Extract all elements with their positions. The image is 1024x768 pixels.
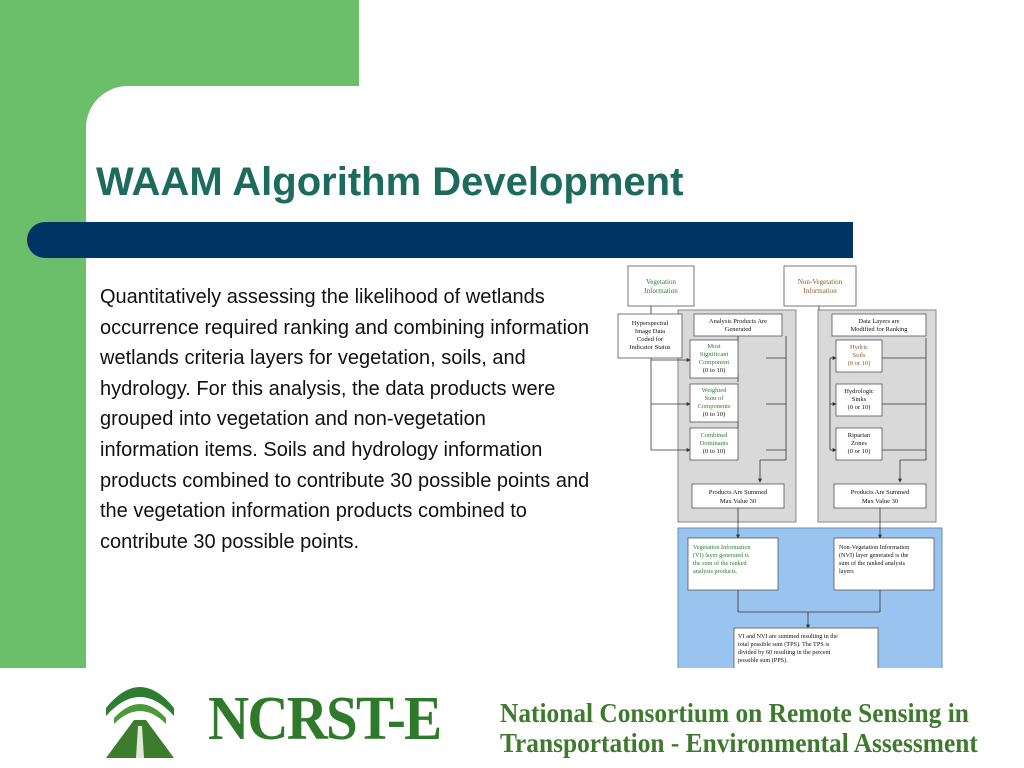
most-significant-line1: Most [707,343,721,350]
weighted-sum-line2: Sum of [704,395,724,402]
most-significant-line3: Component [698,359,730,366]
data-layers-line2: Modified for Ranking [850,326,908,333]
riparian-zones-line1: Riparian [847,432,871,439]
hyperspectral-line3: Coded for [636,336,664,343]
riparian-zones-line3: (0 or 10) [847,448,871,455]
weighted-sum-line1: Weighted [701,387,727,394]
combined-dominants-line1: Combined [700,432,728,439]
most-significant-line4: (0 to 10) [702,367,726,374]
body-paragraph: Quantitatively assessing the likelihood of wetlands occurrence required ranking and combining information wetlands criteria layers for vegetation, soils, and hydrology. For this analysis, the data products were grouped into vegetation and non-vegetation information items. Soils and hydrology information products combined to contribute 30 possible points and the vegetation information products combined to contribute 30 possible points. [100,286,590,553]
vi-layer-line4: analysis products. [693,568,738,575]
tps-line3: divided by 60 resulting in the percent [738,649,831,656]
nonveg-summed-line1: Products Are Summed [850,489,910,496]
veg-summed-line2: Max Value 30 [719,498,757,505]
tps-line1: VI and NVI are summed resulting in the [738,633,838,640]
ncrst-road-logo-icon [100,672,180,758]
riparian-zones-line2: Zones [851,440,867,447]
hydrologic-sinks-line3: (0 or 10) [847,404,871,411]
vegetation-info-line1: Vegetation [646,278,676,286]
weighted-sum-line4: (0 to 10) [702,411,726,418]
nvi-layer-line1: Non-Vegetation Information [839,544,910,551]
nonveg-summed-line2: Max Value 30 [861,498,899,505]
non-vegetation-info-line2: Information [803,287,837,295]
tps-line4: possible sum (PPS). [738,657,788,664]
hydric-soils-line1: Hydric [849,344,869,351]
most-significant-line2: Significant [699,351,729,358]
slide-title: WAAM Algorithm Development [96,160,684,204]
analysis-products-line1: Analysis Products Are [708,318,768,325]
nvi-layer-line3: sum of the ranked analysis [839,560,905,567]
vegetation-info-line2: Information [644,287,678,295]
consortium-name-line1: National Consortium on Remote Sensing in [500,698,969,728]
consortium-name-line2: Transportation - Environmental Assessment [500,728,978,758]
title-underline-bar [27,222,853,258]
hydrologic-sinks-line2: Sinks [851,396,867,403]
ncrst-e-wordmark: NCRST-E [208,685,441,753]
veg-summed-line1: Products Are Summed [708,489,768,496]
waam-flow-diagram [608,262,948,682]
hydric-soils-line2: Soils [852,352,866,359]
non-vegetation-info-line1: Non-Vegetation [797,278,843,286]
nvi-layer-line4: layers [839,568,854,575]
hyperspectral-line2: Image Data [634,328,666,335]
vi-layer-line3: the sum of the ranked [693,560,747,567]
weighted-sum-line3: Components [697,403,731,410]
nvi-layer-line2: (NVI) layer generated is the [839,552,909,559]
tps-line2: total possible sum (TPS). The TPS is [738,641,830,648]
combined-dominants-line2: Dominants [699,440,729,447]
green-left-strip [0,0,86,768]
hydric-soils-line3: (0 or 10) [847,360,871,367]
analysis-products-line2: Generated [724,326,752,333]
data-layers-line1: Data Layers are [858,318,900,325]
hyperspectral-line4: Indicator Status [629,344,671,351]
combined-dominants-line3: (0 to 10) [702,448,726,455]
hydrologic-sinks-line1: Hydrologic [844,388,874,395]
vi-layer-line2: (VI) layer generated is [693,552,749,559]
hyperspectral-line1: Hyperspectral [631,320,669,327]
vi-layer-line1: Vegetation Information [693,544,751,551]
